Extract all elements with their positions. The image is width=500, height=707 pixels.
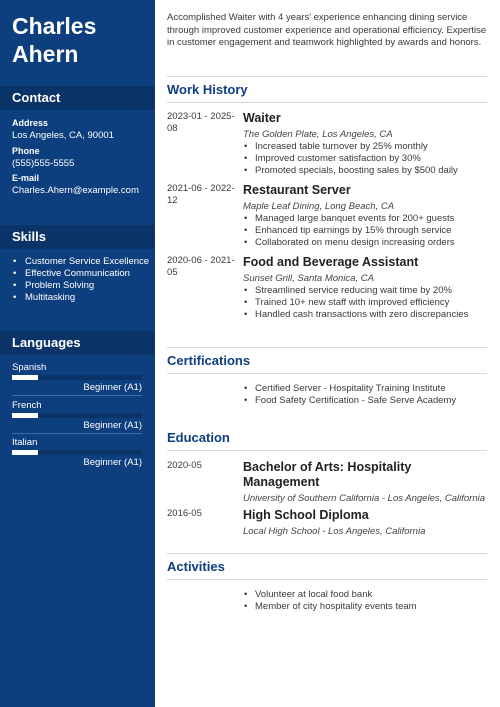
bullet-item: • Enhanced tip earnings by 15% through service <box>243 225 487 237</box>
education-heading: Education <box>167 430 230 445</box>
bullet-item: • Trained 10+ new staff with improved efficiency <box>243 297 487 309</box>
first-name: Charles <box>12 13 97 39</box>
job-date: 2021-06 - 2022-12 <box>167 183 235 206</box>
activities-heading: Activities <box>167 559 225 574</box>
certification-item: • Food Safety Certification - Safe Serve Academy <box>243 395 487 407</box>
divider <box>167 579 487 580</box>
phone-value: (555)555-5555 <box>12 158 75 169</box>
work-history-heading: Work History <box>167 82 248 97</box>
job-title: Restaurant Server <box>243 183 351 197</box>
divider <box>167 450 487 451</box>
language-name: Spanish <box>12 362 47 373</box>
language-level-bar <box>12 375 142 380</box>
language-name: French <box>12 400 42 411</box>
language-level-bar <box>12 413 142 418</box>
languages-heading: Languages <box>0 331 155 355</box>
job-employer: Maple Leaf Dining, Long Beach, CA <box>243 201 395 212</box>
phone-label: Phone <box>12 146 40 156</box>
certifications-heading: Certifications <box>167 353 251 368</box>
language-name: Italian <box>12 437 38 448</box>
email-label: E-mail <box>12 173 40 183</box>
language-level-fill <box>12 375 38 380</box>
skill-item: • Problem Solving <box>12 280 150 292</box>
job-bullets <box>243 141 487 177</box>
bullet-item: • Streamlined service reducing wait time by 20% <box>243 285 487 297</box>
divider <box>167 76 487 77</box>
language-level-fill <box>12 413 38 418</box>
language-level-fill <box>12 450 38 455</box>
bullet-item: • Handled cash transactions with zero discrepancies <box>243 309 487 321</box>
address-value: Los Angeles, CA, 90001 <box>12 130 114 141</box>
language-level-bar <box>12 450 142 455</box>
summary: Accomplished Waiter with 4 years' experience enhancing dining service through improved customer experience and operational efficiency. Expertise in customer engagement and teamwork highlighted by awards and honors. <box>167 12 487 48</box>
school-name: University of Southern California - Los Angeles, California <box>243 493 486 504</box>
job-employer: Sunset Grill, Santa Monica, CA <box>243 273 374 284</box>
skills-list <box>12 256 150 304</box>
bullet-item: • Collaborated on menu design increasing orders <box>243 237 487 249</box>
degree-title: High School Diploma <box>243 508 369 522</box>
activity-item: • Volunteer at local food bank <box>243 589 487 601</box>
job-date: 2020-06 - 2021-05 <box>167 255 235 278</box>
job-title: Food and Beverage Assistant <box>243 255 419 269</box>
job-date: 2023-01 - 2025-08 <box>167 111 235 134</box>
skill-item: • Multitasking <box>12 292 150 304</box>
job-title: Waiter <box>243 111 281 125</box>
candidate-name <box>12 12 152 68</box>
job-bullets <box>243 285 487 321</box>
divider <box>167 373 487 374</box>
email-value: Charles.Ahern@example.com <box>12 185 139 196</box>
divider <box>12 433 142 434</box>
bullet-item: • Improved customer satisfaction by 30% <box>243 153 487 165</box>
education-date: 2016-05 <box>167 508 202 519</box>
language-item <box>12 437 142 469</box>
sidebar <box>0 0 155 707</box>
activities-list <box>243 589 487 613</box>
language-level: Beginner (A1) <box>83 420 142 431</box>
job-bullets <box>243 213 487 249</box>
school-name: Local High School - Los Angeles, California <box>243 526 426 537</box>
last-name: Ahern <box>12 41 79 67</box>
divider <box>167 347 487 348</box>
degree-title: Bachelor of Arts: Hospitality Management <box>243 460 412 489</box>
bullet-item: • Managed large banquet events for 200+ guests <box>243 213 487 225</box>
activity-item: • Member of city hospitality events team <box>243 601 487 613</box>
skill-item: • Effective Communication <box>12 268 150 280</box>
certifications-list <box>243 383 487 407</box>
divider <box>167 553 487 554</box>
divider <box>12 395 142 396</box>
skill-item: • Customer Service Excellence <box>12 256 150 268</box>
address-label: Address <box>12 118 49 128</box>
bullet-item: • Increased table turnover by 25% monthly <box>243 141 487 153</box>
language-level: Beginner (A1) <box>83 457 142 468</box>
language-level: Beginner (A1) <box>83 382 142 393</box>
skills-heading: Skills <box>0 225 155 249</box>
divider <box>167 102 487 103</box>
language-item <box>12 362 142 396</box>
education-date: 2020-05 <box>167 460 202 471</box>
contact-heading: Contact <box>0 86 155 110</box>
language-item <box>12 400 142 434</box>
job-employer: The Golden Plate, Los Angeles, CA <box>243 129 393 140</box>
certification-item: • Certified Server - Hospitality Training Institute <box>243 383 487 395</box>
bullet-item: • Promoted specials, boosting sales by $500 daily <box>243 165 487 177</box>
